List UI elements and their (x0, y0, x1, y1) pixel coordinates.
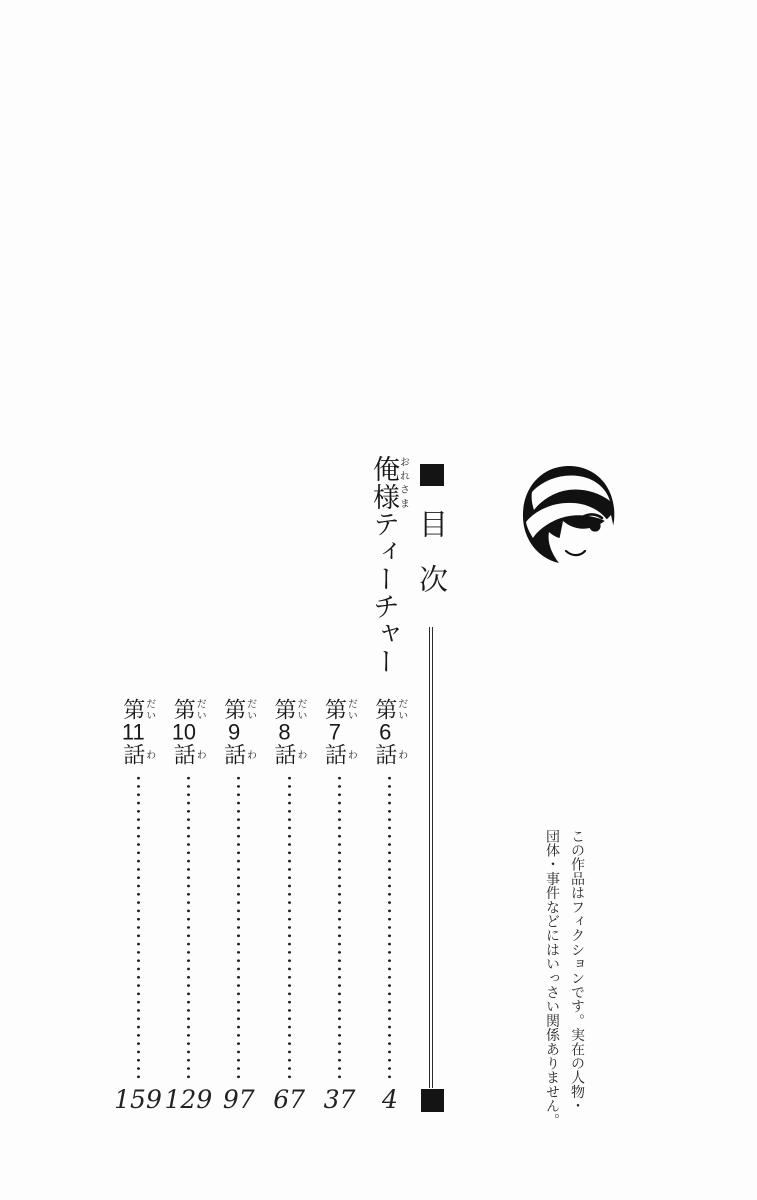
disclaimer-line-1: この作品はフィクションです。実在の人物・ (569, 829, 584, 1113)
series-title (370, 455, 408, 675)
chapter-label: 第だい8話わ (271, 698, 306, 766)
chapter-label: 第だい6話わ (372, 698, 407, 766)
page-number: 67 (273, 1085, 306, 1114)
page-number: 37 (323, 1085, 356, 1114)
series-title-ruby-1: 俺おれ (369, 455, 409, 483)
chapter-label: 第だい9話わ (221, 698, 256, 766)
dotted-leader (288, 774, 291, 1081)
chapter-entry-6 (366, 698, 414, 1115)
double-rule (429, 627, 433, 1088)
woman-face-logo-icon (519, 463, 616, 566)
black-square-marker-bottom (421, 1089, 444, 1112)
chapter-label: 第だい7話わ (322, 698, 357, 766)
dotted-leader (237, 774, 240, 1081)
chapter-entry-8 (265, 698, 313, 1115)
page-number: 159 (114, 1085, 162, 1114)
chapter-entry-10 (164, 698, 212, 1115)
series-title-ruby-2: 様さま (369, 482, 409, 510)
toc-heading: 目次 (415, 509, 447, 619)
disclaimer-line-2: 団体・事件などにはいっさい関係ありません。 (544, 829, 559, 1128)
dotted-leader (388, 774, 391, 1081)
black-square-marker-top (420, 464, 444, 486)
chapter-list (114, 698, 414, 1115)
dotted-leader (137, 774, 140, 1081)
series-title-rest: ティーチャー (369, 510, 399, 675)
page-number: 129 (164, 1085, 213, 1114)
chapter-entry-11 (114, 698, 162, 1115)
page-number: 97 (222, 1085, 255, 1114)
dotted-leader (187, 774, 190, 1081)
chapter-entry-7 (316, 698, 364, 1115)
chapter-label: 第だい10話わ (171, 698, 206, 766)
page-number: 4 (382, 1085, 398, 1114)
dotted-leader (338, 774, 341, 1081)
chapter-label: 第だい11話わ (120, 698, 155, 766)
chapter-entry-9 (215, 698, 263, 1115)
